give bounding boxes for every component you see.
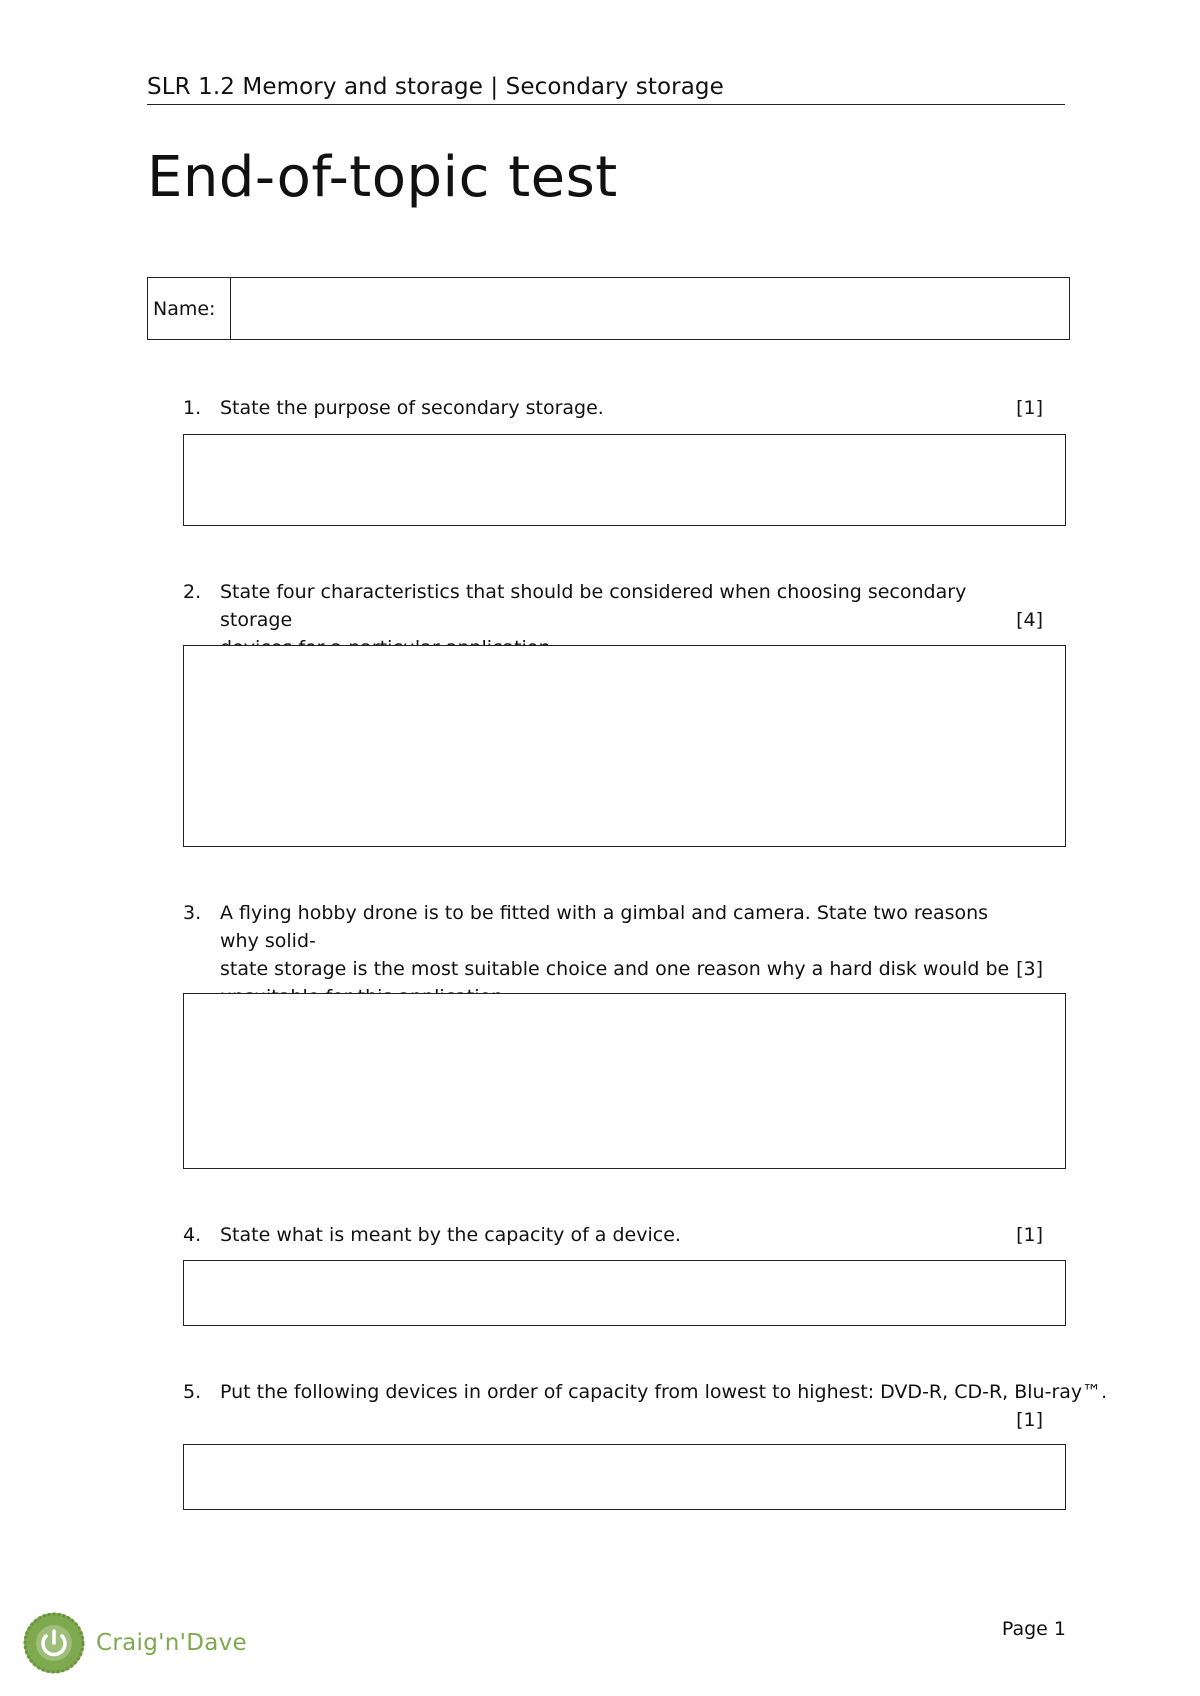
question-text: A flying hobby drone is to be fitted with a gimbal and camera. State two reasons why solid- state storage is the most suitable choice and one reason why a hard disk would be [220,902,1010,980]
question-text: State the purpose of secondary storage. [220,397,604,419]
question-4 [183,1221,1068,1249]
question-marks: [1] [1016,1224,1043,1246]
name-table [147,277,1070,340]
question-marks: [1] [1016,397,1043,419]
question-text: State what is meant by the capacity of a device. [220,1224,681,1246]
brand-name: Craig'n'Dave [96,1630,247,1656]
name-input[interactable] [231,278,1069,339]
question-number: 5. [183,1381,202,1403]
page-number: Page 1 [1001,1618,1066,1640]
answer-box-5[interactable] [183,1444,1066,1510]
page-title: End-of-topic test [147,145,618,210]
question-marks: [4] [1016,609,1043,631]
page-header: SLR 1.2 Memory and storage | Secondary storage [147,74,1065,105]
question-5 [183,1378,1108,1431]
question-marks: [1] [1016,1409,1043,1431]
question-marks: [3] [1016,958,1043,980]
question-number: 3. [183,902,202,924]
question-text: Put the following devices in order of capacity from lowest to highest: DVD-R, CD-R, Blu-ray™. [220,1381,1108,1403]
answer-box-1[interactable] [183,434,1066,526]
power-badge-icon [22,1611,86,1675]
question-1 [183,394,1068,422]
answer-box-4[interactable] [183,1260,1066,1326]
question-text: State four characteristics that should be considered when choosing secondary storage [220,581,967,631]
name-label: Name: [148,278,231,339]
answer-box-2[interactable] [183,645,1066,847]
question-number: 4. [183,1224,202,1246]
answer-box-3[interactable] [183,993,1066,1169]
brand-logo [22,1611,247,1675]
question-number: 2. [183,581,202,603]
question-number: 1. [183,397,202,419]
